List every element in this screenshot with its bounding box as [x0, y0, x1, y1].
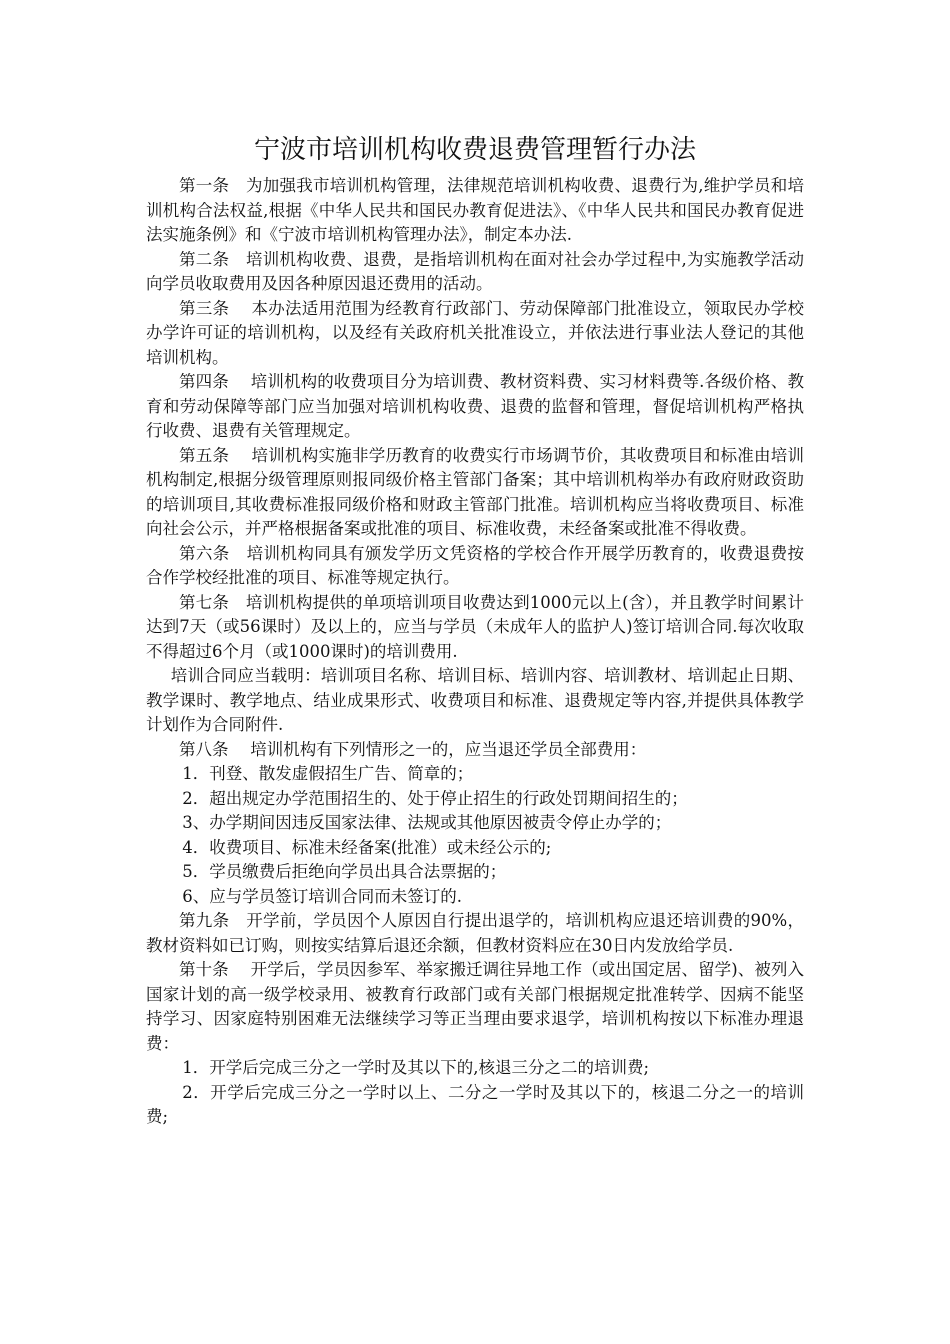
article-4: 第四条 培训机构的收费项目分为培训费、教材资料费、实习材料费等.各级价格、教育和劳动保障等部门应当加强对培训机构收费、退费的监督和管理，督促培训机构严格执行收费、退费有关管理规定。	[146, 372, 804, 440]
article-10-item-2: 2．开学后完成三分之一学时以上、二分之一学时及其以下的，核退二分之一的培训费;	[146, 1082, 804, 1126]
article-8-item-3: 3、办学期间因违反国家法律、法规或其他原因被责令停止办学的；	[182, 813, 672, 832]
article-10: 第十条 开学后，学员因参军、举家搬迁调往异地工作（或出国定居、留学)、被列入国家计划的高一级学校录用、被教育行政部门或有关部门根据规定批准转学、因病不能坚持学习、因家庭特别困难无法继续学习等正当理由要求退学，培训机构按以下标准办理退费：	[146, 960, 804, 1053]
article-9: 第九条 开学前，学员因个人原因自行提出退学的，培训机构应退还培训费的90%，教材资料如已订购，则按实结算后退还余额，但教材资料应在30日内发放给学员.	[146, 911, 804, 955]
article-8-item-6: 6、应与学员签订培训合同而未签订的.	[182, 886, 463, 906]
article-2: 第二条 培训机构收费、退费，是指培训机构在面对社会办学过程中,为实施教学活动向学员收取费用及因各种原因退还费用的活动。	[146, 249, 804, 293]
article-6: 第六条 培训机构同具有颁发学历文凭资格的学校合作开展学历教育的，收费退费按合作学校经批准的项目、标准等规定执行。	[146, 543, 804, 587]
document-page	[146, 130, 804, 1130]
article-3: 第三条 本办法适用范围为经教育行政部门、劳动保障部门批准设立，领取民办学校办学许可证的培训机构，以及经有关政府机关批准设立，并依法进行事业法人登记的其他培训机构。	[146, 298, 804, 367]
article-1: 第一条 为加强我市培训机构管理，法律规范培训机构收费、退费行为,维护学员和培训机构合法权益,根据《中华人民共和国民办教育促进法》、《中华人民共和国民办教育促进法实施条例》和《宁波市培训机构管理办法》，制定本办法.	[146, 176, 804, 244]
document-title: 宁波市培训机构收费退费管理暂行办法	[253, 135, 696, 165]
article-8-item-2: 2．超出规定办学范围招生的、处于停止招生的行政处罚期间招生的；	[182, 788, 688, 808]
article-10-item-1: 1．开学后完成三分之一学时及其以下的,核退三分之二的培训费;	[182, 1058, 650, 1077]
article-8-item-1: 1．刊登、散发虚假招生广告、简章的；	[182, 764, 474, 783]
article-8-item-4: 4．收费项目、标准未经备案(批准）或未经公示的;	[182, 837, 552, 857]
article-8: 第八条 培训机构有下列情形之一的，应当退还学员全部费用：	[179, 739, 647, 759]
article-7: 第七条 培训机构提供的单项培训项目收费达到1000元以上(含），并且教学时间累计达到7天（或56课时）及以上的，应当与学员（未成年人的监护人)签订培训合同.每次收取不得超过6个月（或1000课时)的培训费用.	[146, 592, 804, 661]
article-8-item-5: 5．学员缴费后拒绝向学员出具合法票据的；	[182, 862, 507, 881]
article-5: 第五条 培训机构实施非学历教育的收费实行市场调节价，其收费项目和标准由培训机构制定,根据分级管理原则报同级价格主管部门备案；其中培训机构举办有政府财政资助的培训项目,其收费标准报同级价格和财政主管部门批准。培训机构应当将收费项目、标准向社会公示，并严格根据备案或批准的项目、标准收费，未经备案或批准不得收费。	[146, 445, 804, 538]
contract-content-paragraph: 培训合同应当载明：培训项目名称、培训目标、培训内容、培训教材、培训起止日期、教学课时、教学地点、结业成果形式、收费项目和标准、退费规定等内容,并提供具体教学计划作为合同附件.	[146, 666, 804, 734]
